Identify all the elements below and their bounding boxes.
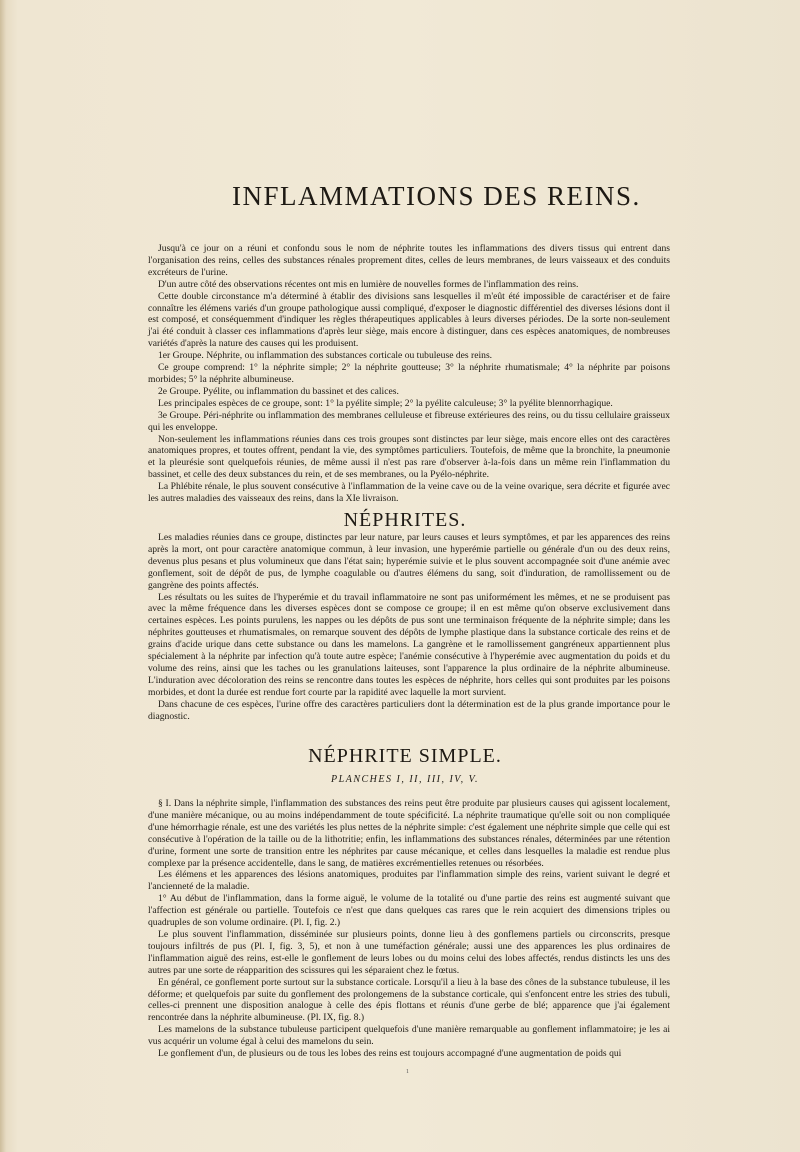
- intro-block: [148, 243, 670, 505]
- intro-paragraph: Jusqu'à ce jour on a réuni et confondu sous le nom de néphrite toutes les inflammations des divers tissus qui entrent dans l'organisation des reins, celles des substances rénales proprement dites, celles de leurs membranes, de leurs vaisseaux et des conduits excréteurs de l'urine.: [148, 243, 670, 278]
- body-paragraph: 1° Au début de l'inflammation, dans la forme aiguë, le volume de la totalité ou d'une partie des reins est augmenté suivant que l'affection est générale ou partielle. Toutefois ce n'est que dans quelques cas rares que le rein acquiert des dimensions triples ou quadruples de son volume ordinaire. (Pl. I, fig. 2.): [148, 893, 670, 929]
- intro-paragraph: 1er Groupe. Néphrite, ou inflammation des substances corticale ou tubuleuse des reins.: [158, 350, 493, 362]
- intro-paragraph: Non-seulement les inflammations réunies dans ces trois groupes sont distinctes par leur siège, mais encore elles ont des caractères anatomiques propres, et toutes offrent, pendant la vie, des symptômes particuliers. Toutefois, de même que la bronchite, la pneumonie et la pleurésie sont quelquefois réunies, de même aussi il n'est pas rare d'observer à-la-fois dans un même rein l'inflammation du bassinet, et celle des deux substances du rein, et de ses membranes, ou la Pyélo-néphrite.: [148, 433, 670, 481]
- nephrites-block: [148, 532, 670, 723]
- section-title-nephrites: NÉPHRITES.: [343, 509, 467, 531]
- intro-paragraph: 3e Groupe. Péri-néphrite ou inflammation des membranes celluleuse et fibreuse extérieures des reins, ou du tissu cellulaire graisseux qui les enveloppe.: [148, 409, 670, 433]
- page-mark: 1: [406, 1069, 409, 1075]
- body-paragraph: § I. Dans la néphrite simple, l'inflammation des substances des reins peut être produite par plusieurs causes qui agissent localement, d'une manière mécanique, ou au moins indépendamment de toute spécificité. La néphrite traumatique qu'elle soit ou non compliquée d'une hémorrhagie rénale, est une des variétés les plus nettes de la néphrite simple: c'est également une néphrite simple que celle qui est consécutive à l'opération de la taille ou de la lithotritie; enfin, les inflammations des substances rénales, déterminées par une rétention d'urine, forment une sorte de transition entre les néphrites par cause mécanique, et celles dans lesquelles la maladie est rendue plus complexe par la présence accidentelle, dans le sang, de matières excrémentielles retenues ou résorbées.: [148, 798, 670, 869]
- body-paragraph: Les mamelons de la substance tubuleuse participent quelquefois d'une manière remarquable au gonflement inflammatoire; je les ai vus acquérir un volume égal à celui des mamelons du sein.: [148, 1024, 670, 1048]
- planches-subtitle: PLANCHES I, II, III, IV, V.: [331, 774, 479, 785]
- intro-paragraph: Ce groupe comprend: 1° la néphrite simple; 2° la néphrite goutteuse; 3° la néphrite rhumatismale; 4° la néphrite par poisons morbides; 5° la néphrite albumineuse.: [148, 362, 670, 385]
- body-paragraph: Le gonflement d'un, de plusieurs ou de tous les lobes des reins est toujours accompagné d'une augmentation de poids qui: [158, 1048, 622, 1060]
- body-paragraph: Les résultats ou les suites de l'hyperémie et du travail inflammatoire ne sont pas uniformément les mêmes, et ne se produisent pas avec la même fréquence dans les diverses espèces dont se compose ce groupe; il en est même qu'on observe exclusivement dans certaines espèces. Les points purulens, les nappes ou les dépôts de pus sont une terminaison fréquente de la néphrite simple; dans les néphrites goutteuses et rhumatismales, on remarque souvent des dépôts de lymphe plastique dans la substance corticale des reins et de grains d'acide urique dans cette substance ou dans les mamelons. La gangrène et le ramollissement gangréneux appartiennent plus spécialement à la néphrite par infection qu'à toute autre espèce; l'anémie consécutive à l'hyperémie avec augmentation du poids et du volume des reins, ainsi que les taches ou les granulations laiteuses, sont l'apparence la plus ordinaire de la néphrite albumineuse. L'induration avec décoloration des reins se rencontre dans toutes les espèces de néphrite, hors celles qui sont produites par les poisons morbides, et dont la durée est rendue fort courte par la rapidité avec laquelle la mort survient.: [148, 591, 670, 698]
- intro-paragraph: La Phlébite rénale, le plus souvent consécutive à l'inflammation de la veine cave ou de la veine ovarique, sera décrite et figurée avec les autres maladies des vaisseaux des reins, dans la XIe livraison.: [148, 481, 670, 505]
- body-paragraph: Dans chacune de ces espèces, l'urine offre des caractères particuliers dont la détermination est de la plus grande importance pour le diagnostic.: [148, 698, 670, 722]
- page-title: INFLAMMATIONS DES REINS.: [232, 181, 641, 211]
- intro-paragraph: 2e Groupe. Pyélite, ou inflammation du bassinet et des calices.: [158, 385, 399, 397]
- body-paragraph: Les élémens et les apparences des lésions anatomiques, produites par l'inflammation simple des reins, varient suivant le degré et l'ancienneté de la maladie.: [148, 869, 670, 893]
- intro-paragraph: Les principales espèces de ce groupe, sont: 1° la pyélite simple; 2° la pyélite calculeuse; 3° la pyélite blennorrhagique.: [158, 397, 613, 409]
- body-paragraph: Les maladies réunies dans ce groupe, distinctes par leur nature, par leurs causes et leurs symptômes, et par les apparences des reins après la mort, ont pour caractère anatomique commun, à leur invasion, une hyperémie partielle ou générale d'un ou des deux reins, devenus plus pesans et plus volumineux que dans l'état sain; hyperémie suivie et le plus souvent accompagnée soit d'une anémie avec gonflement, soit de dépôt de pus, de lymphe coagulable ou d'autres élémens du sang, soit d'induration, de ramollissement ou de gangrène des points affectés.: [148, 532, 670, 591]
- intro-paragraph: D'un autre côté des observations récentes ont mis en lumière de nouvelles formes de l'inflammation des reins.: [158, 278, 579, 290]
- nephrite-simple-block: [148, 798, 670, 1060]
- page-edge: [0, 0, 6, 1152]
- intro-paragraph: Cette double circonstance m'a déterminé à établir des divisions sans lesquelles il m'eût été impossible de caractériser et de faire connaître les élémens variés d'un groupe pathologique aussi compliqué, d'exposer le diagnostic différentiel des diverses lésions dont il est composé, et conséquemment d'indiquer les règles thérapeutiques applicables à leurs diverses périodes. De la sorte non-seulement j'ai été conduit à classer ces inflammations d'après leur siège, mais encore à distinguer, dans ces espèces anatomiques, de nombreuses variétés d'après la nature des causes qui les produisent.: [148, 290, 670, 350]
- body-paragraph: Le plus souvent l'inflammation, disséminée sur plusieurs points, donne lieu à des gonflemens partiels ou circonscrits, presque toujours infiltrés de pus (Pl. I, fig. 3, 5), et non à une tuméfaction générale; aussi une des apparences les plus ordinaires de l'inflammation aiguë des reins, est-elle le gonflement de leurs lobes ou du moins celui des lobes affectés, rendus distincts les uns des autres par une sorte de réapparition des scissures qui les séparaient chez le fœtus.: [148, 928, 670, 976]
- body-paragraph: En général, ce gonflement porte surtout sur la substance corticale. Lorsqu'il a lieu à la base des cônes de la substance tubuleuse, il les déforme; et quelquefois par suite du gonflement des prolongemens de la substance corticale, qui s'enfoncent entre les stries des tubuli, celles-ci prennent une disposition analogue à celle des épis flottans et réunis d'une gerbe de blé; apparence que j'ai également rencontrée dans la néphrite albumineuse. (Pl. IX, fig. 8.): [148, 976, 670, 1024]
- section-title-nephrite-simple: NÉPHRITE SIMPLE.: [308, 745, 502, 767]
